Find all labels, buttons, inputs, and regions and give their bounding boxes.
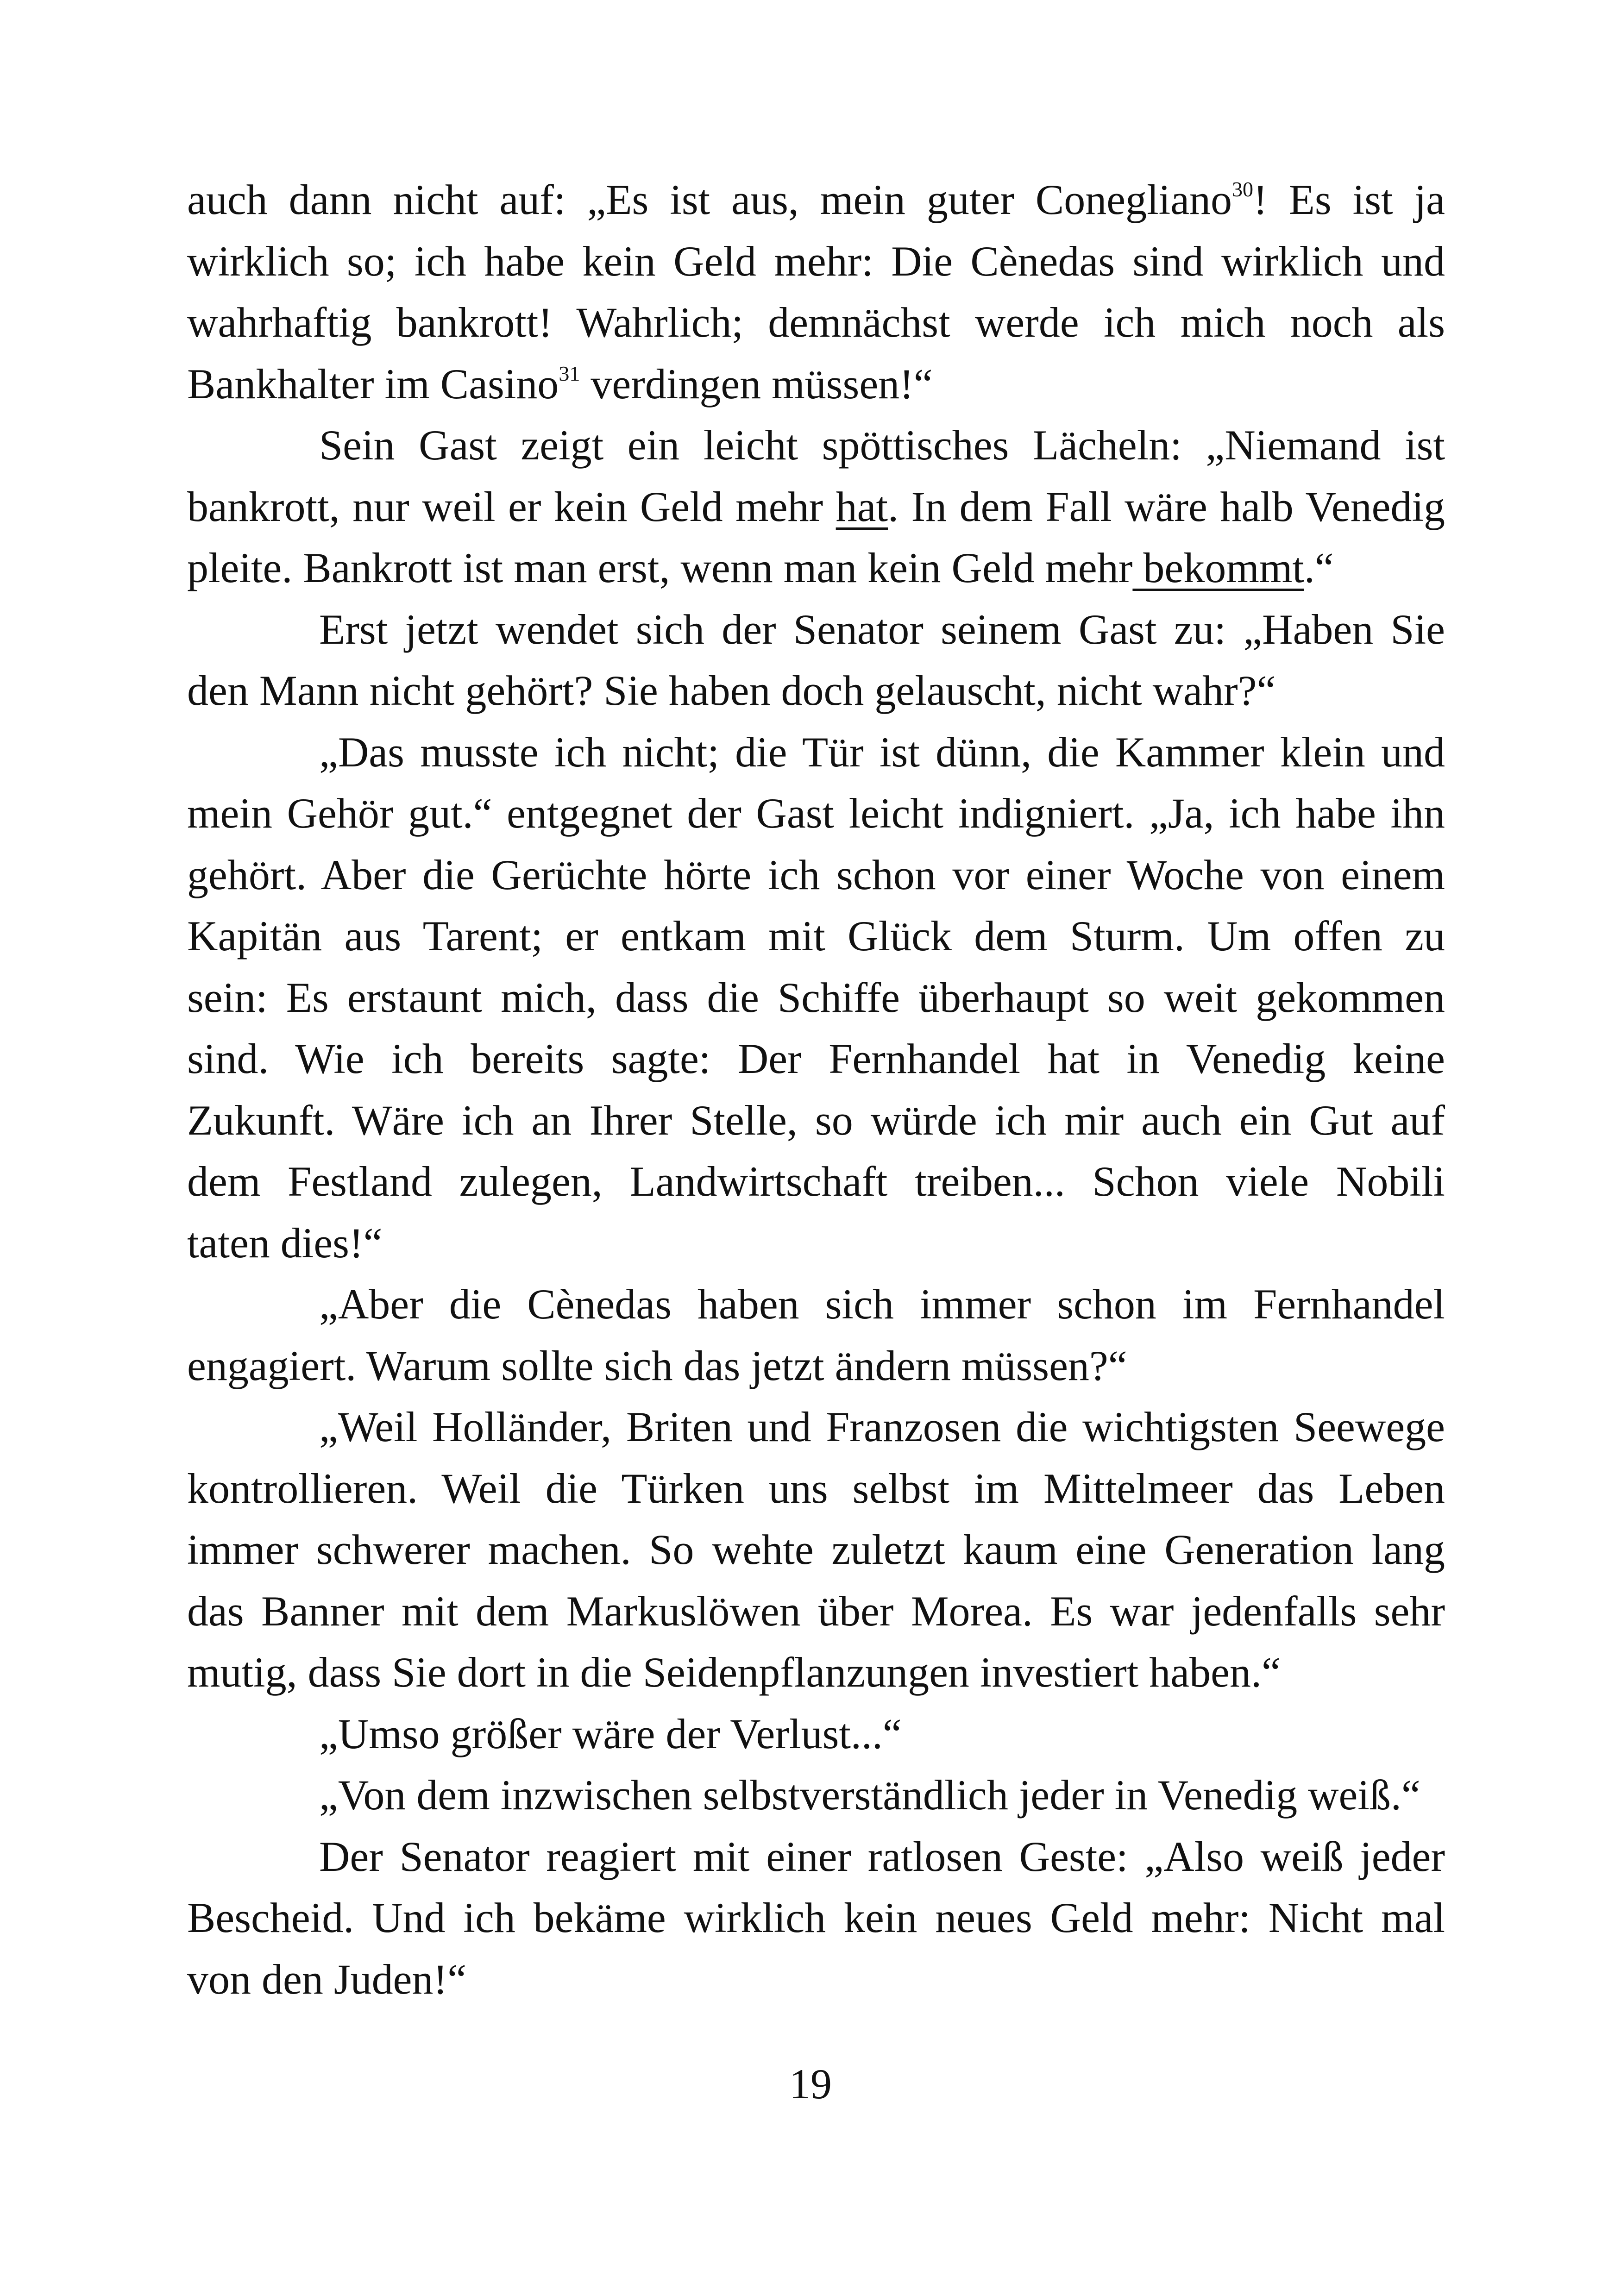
text-segment: wirklich so; ich habe kein Geld mehr: Die Cènedas sind wirklich und: [187, 237, 1445, 285]
text-segment: ! Es ist ja: [1253, 176, 1445, 223]
text-line: [187, 844, 1445, 906]
text-line: [187, 1335, 1445, 1397]
text-line: [187, 169, 1445, 231]
text-segment: taten dies!“: [187, 1219, 383, 1267]
text-segment: „Weil Holländer, Briten und Franzosen die wichtigsten Seewege: [319, 1403, 1445, 1450]
text-segment: den Mann nicht gehört? Sie haben doch gelauscht, nicht wahr?“: [187, 667, 1276, 714]
text-line: [187, 599, 1445, 660]
text-line: [187, 1887, 1445, 1949]
text-segment: „Von dem inzwischen selbstverständlich jeder in Venedig weiß.“: [319, 1771, 1420, 1819]
text-segment: engagiert. Warum sollte sich das jetzt ändern müssen?“: [187, 1342, 1127, 1389]
text-segment: bankrott, nur weil er kein Geld mehr: [187, 483, 836, 530]
text-line: [187, 1212, 1445, 1274]
text-segment: pleite. Bankrott ist man erst, wenn man kein Geld mehr: [187, 544, 1133, 591]
text-segment: sein: Es erstaunt mich, dass die Schiffe überhaupt so weit gekommen: [187, 973, 1445, 1021]
text-line: [187, 660, 1445, 721]
text-segment: mein Gehör gut.“ entgegnet der Gast leicht indigniert. „Ja, ich habe ihn: [187, 790, 1445, 837]
text-segment: Bescheid. Und ich bekäme wirklich kein neues Geld mehr: Nicht mal: [187, 1894, 1445, 1941]
text-segment: .“: [1304, 544, 1334, 591]
text-segment: mutig, dass Sie dort in die Seidenpflanzungen investiert haben.“: [187, 1649, 1281, 1696]
text-segment: immer schwerer machen. So wehte zuletzt kaum eine Generation lang: [187, 1526, 1445, 1573]
text-line: [187, 1396, 1445, 1458]
text-segment: Der Senator reagiert mit einer ratlosen Geste: „Also weiß jeder: [319, 1832, 1445, 1880]
text-segment: . In dem Fall wäre halb Venedig: [888, 483, 1445, 530]
text-line: [187, 1151, 1445, 1212]
text-line: [187, 905, 1445, 967]
text-line: [187, 1949, 1445, 2010]
text-line: [187, 231, 1445, 292]
text-line: [187, 1826, 1445, 1888]
text-segment: „Aber die Cènedas haben sich immer schon im Fernhandel: [319, 1280, 1445, 1328]
text-line: [187, 1273, 1445, 1335]
text-line: [187, 1764, 1445, 1826]
text-line: [187, 967, 1445, 1029]
text-line: [187, 1028, 1445, 1090]
footnote-marker: 30: [1232, 177, 1254, 201]
text-segment: sind. Wie ich bereits sagte: Der Fernhandel hat in Venedig keine: [187, 1035, 1445, 1082]
text-line: [187, 1703, 1445, 1765]
text-line: [187, 292, 1445, 353]
text-line: [187, 476, 1445, 538]
text-line: [187, 1519, 1445, 1581]
text-line: [187, 1581, 1445, 1642]
text-line: [187, 721, 1445, 783]
text-segment: dem Festland zulegen, Landwirtschaft treiben... Schon viele Nobili: [187, 1158, 1445, 1205]
text-segment: Bankhalter im Casino: [187, 360, 559, 408]
text-segment: von den Juden!“: [187, 1955, 466, 2003]
text-segment: „Das musste ich nicht; die Tür ist dünn, die Kammer klein und: [319, 728, 1445, 776]
text-segment: Erst jetzt wendet sich der Senator seinem Gast zu: „Haben Sie: [319, 605, 1445, 653]
text-segment: Kapitän aus Tarent; er entkam mit Glück dem Sturm. Um offen zu: [187, 912, 1445, 960]
text-line: [187, 1642, 1445, 1703]
body-text: [187, 169, 1445, 2010]
text-line: [187, 783, 1445, 844]
text-segment: wahrhaftig bankrott! Wahrlich; demnächst werde ich mich noch als: [187, 299, 1445, 346]
text-segment: auch dann nicht auf: „Es ist aus, mein guter Conegliano: [187, 176, 1232, 223]
text-line: [187, 414, 1445, 476]
page-number: 19: [789, 2060, 832, 2108]
text-segment: Zukunft. Wäre ich an Ihrer Stelle, so würde ich mir auch ein Gut auf: [187, 1096, 1445, 1144]
text-segment: „Umso größer wäre der Verlust...“: [319, 1710, 902, 1757]
underlined-word: bekommt: [1132, 544, 1304, 591]
text-segment: gehört. Aber die Gerüchte hörte ich schon vor einer Woche von einem: [187, 851, 1445, 898]
text-segment: Sein Gast zeigt ein leicht spöttisches Lächeln: „Niemand ist: [319, 421, 1445, 469]
footnote-marker: 31: [559, 361, 580, 385]
underlined-word: hat: [836, 483, 888, 530]
text-segment: das Banner mit dem Markuslöwen über Morea. Es war jedenfalls sehr: [187, 1587, 1445, 1635]
text-line: [187, 1090, 1445, 1151]
text-line: [187, 353, 1445, 415]
text-segment: kontrollieren. Weil die Türken uns selbst im Mittelmeer das Leben: [187, 1464, 1445, 1512]
text-line: [187, 1458, 1445, 1519]
text-line: [187, 537, 1445, 599]
text-segment: verdingen müssen!“: [580, 360, 933, 408]
